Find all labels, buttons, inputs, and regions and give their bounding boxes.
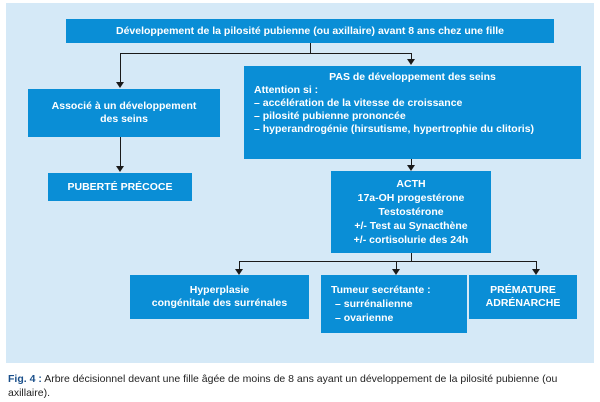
diagram-panel (6, 3, 594, 363)
hyperplasie-line1: Hyperplasie (189, 284, 250, 296)
tumeur-item: – surrénalienne (335, 298, 413, 310)
figure-caption (8, 372, 594, 400)
tumeur-item: – ovarienne (335, 312, 394, 324)
arrow-to-puberte (116, 166, 124, 172)
caption-text: Arbre décisionnel devant une fille âgée de moins de 8 ans ayant un développement de la pilosité pubienne (ou axillaire). (8, 373, 558, 399)
caption-label: Fig. 4 : (8, 373, 42, 385)
tests-line: +/- cortisolurie des 24h (353, 234, 469, 246)
tests-line: Testostérone (378, 206, 444, 218)
tests-box (331, 171, 491, 253)
tumeur-heading: Tumeur secrétante : (331, 284, 431, 296)
pas-attention: Attention si : (254, 84, 319, 96)
tests-line: +/- Test au Synacthène (354, 220, 468, 232)
pas-box (244, 66, 581, 159)
premature-box (469, 275, 577, 319)
puberte-box (48, 173, 192, 201)
tests-line: 17a-OH progestérone (357, 192, 465, 204)
pas-item: – pilosité pubienne prononcée (254, 110, 406, 122)
assoc-line1: Associé à un développement (51, 100, 197, 112)
hyperplasie-box (130, 275, 309, 319)
premature-line1: PRÉMATURE (490, 284, 556, 296)
root-box-text: Développement de la pilosité pubienne (ou axillaire) avant 8 ans chez une fille (115, 24, 505, 37)
assoc-line2: des seins (100, 113, 148, 125)
assoc-box (28, 89, 220, 137)
pas-heading: PAS de développement des seins (329, 71, 496, 83)
tests-line: ACTH (396, 178, 426, 190)
connector-tests-down (411, 253, 412, 261)
root-box (66, 19, 554, 43)
arrow-to-assoc (116, 82, 124, 88)
connector-to-assoc (120, 53, 121, 83)
tumeur-box (321, 275, 467, 333)
connector-assoc-puberte (120, 137, 121, 167)
connector-root-down (310, 43, 311, 53)
pas-item: – accélération de la vitesse de croissance (254, 97, 463, 109)
premature-line2: ADRÉNARCHE (485, 297, 561, 309)
arrow-to-pas (407, 59, 415, 65)
connector-root-horizontal (120, 53, 412, 54)
puberte-text: PUBERTÉ PRÉCOCE (67, 180, 173, 193)
pas-item: – hyperandrogénie (hirsutisme, hypertrophie du clitoris) (254, 123, 535, 135)
hyperplasie-line2: congénitale des surrénales (151, 297, 288, 309)
connector-tests-horizontal (239, 261, 537, 262)
